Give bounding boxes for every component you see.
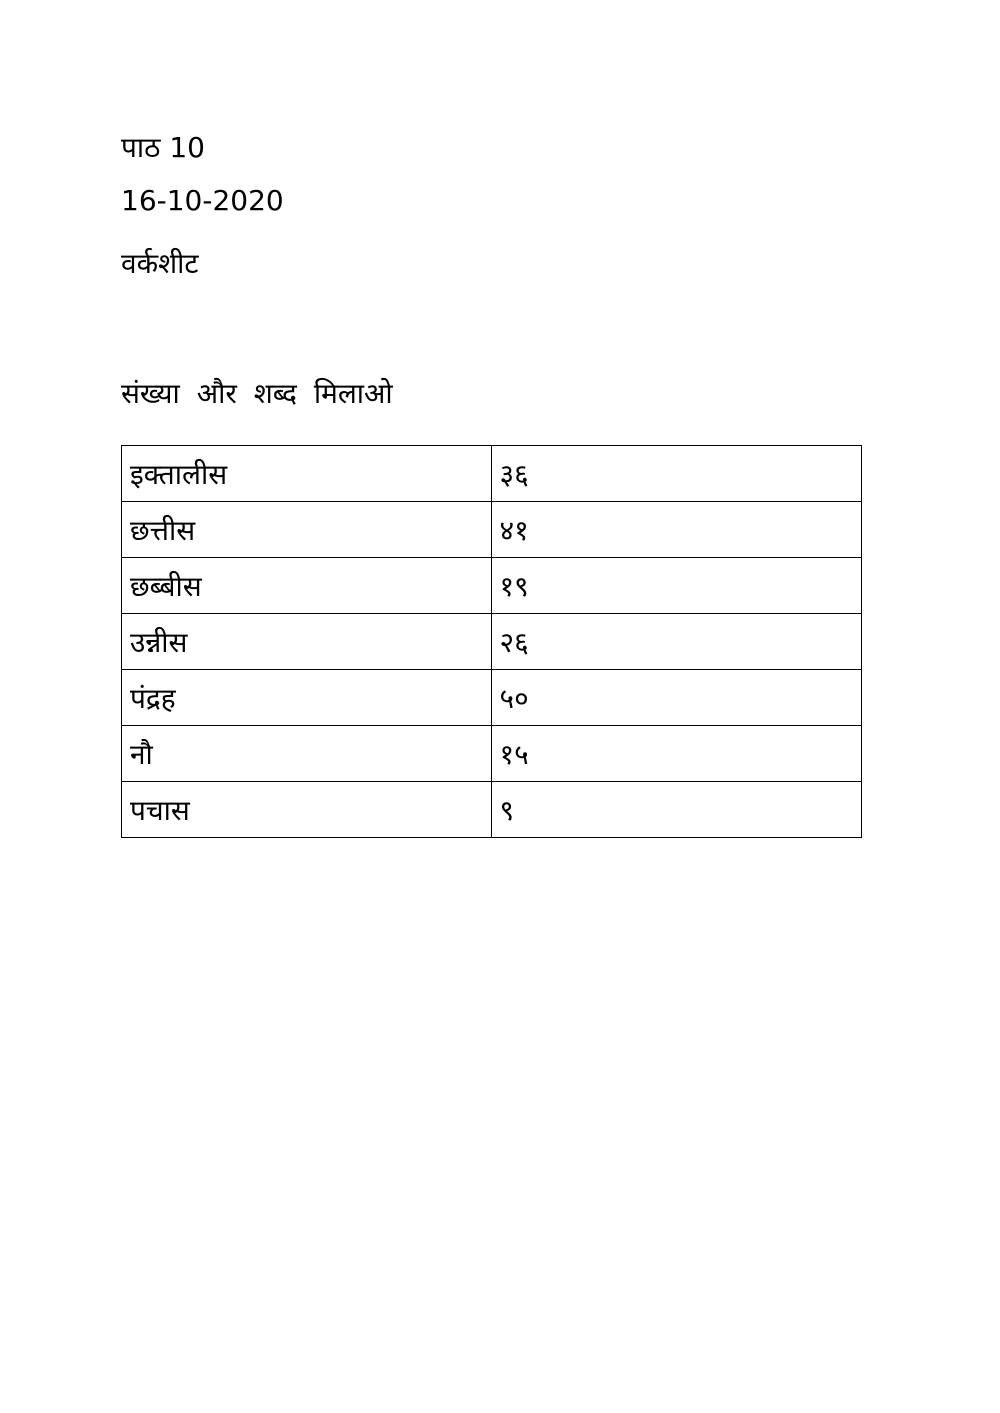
word-cell: पचास: [122, 782, 492, 838]
number-cell: १९: [491, 558, 861, 614]
number-cell: १५: [491, 726, 861, 782]
word-cell: नौ: [122, 726, 492, 782]
table-row: [122, 670, 862, 726]
table-row: [122, 446, 862, 502]
word-cell: उन्नीस: [122, 614, 492, 670]
word-cell: छत्तीस: [122, 502, 492, 558]
number-cell: ९: [491, 782, 861, 838]
number-cell: ५०: [491, 670, 861, 726]
worksheet-title: वर्कशीट: [121, 247, 199, 280]
word-cell: छब्बीस: [122, 558, 492, 614]
number-cell: ४१: [491, 502, 861, 558]
date-text: 16-10-2020: [121, 184, 284, 217]
table-row: [122, 502, 862, 558]
number-cell: ३६: [491, 446, 861, 502]
number-cell: २६: [491, 614, 861, 670]
table-row: [122, 558, 862, 614]
table-row: [122, 726, 862, 782]
table-row: [122, 614, 862, 670]
lesson-heading: पाठ 10: [121, 131, 205, 164]
instruction-text: संख्या और शब्द मिलाओ: [121, 377, 393, 410]
word-cell: इक्तालीस: [122, 446, 492, 502]
matching-table: [121, 445, 862, 838]
word-cell: पंद्रह: [122, 670, 492, 726]
table-row: [122, 782, 862, 838]
